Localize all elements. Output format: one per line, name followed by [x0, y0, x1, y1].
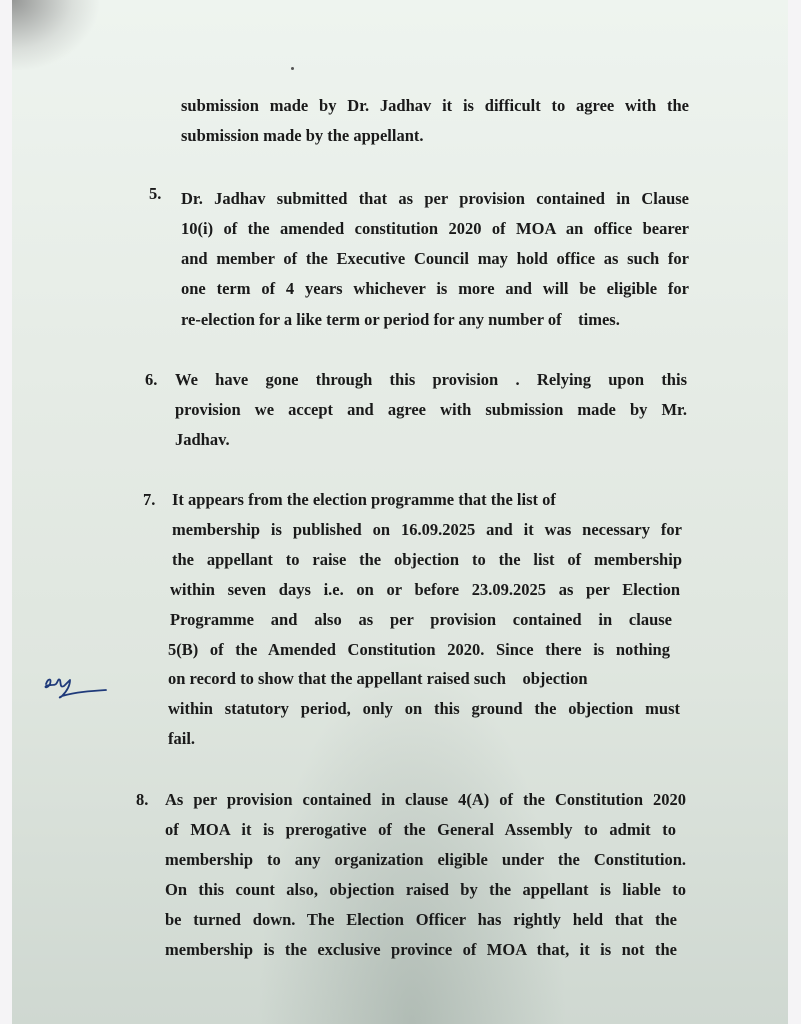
paragraph-7-line-4: within seven days i.e. on or before 23.09.2025 as per Election: [170, 580, 680, 599]
document-body: [12, 0, 788, 1024]
handwritten-initials-icon: [36, 672, 116, 708]
paragraph-7-line-7: on record to show that the appellant raised such objection: [168, 669, 588, 688]
paragraph-6-line-3: Jadhav.: [175, 430, 230, 449]
paragraph-6-line-1: We have gone through this provision . Relying upon this: [175, 370, 687, 389]
paragraph-7-line-6: 5(B) of the Amended Constitution 2020. Since there is nothing: [168, 640, 670, 659]
paragraph-7-line-1: It appears from the election programme that the list of: [172, 490, 556, 509]
paragraph-5-line-3: and member of the Executive Council may hold office as such for: [181, 249, 689, 268]
continuation-line-1: submission made by Dr. Jadhav it is difficult to agree with the: [181, 96, 689, 115]
continuation-line-2: submission made by the appellant.: [181, 126, 424, 145]
paragraph-7-line-3: the appellant to raise the objection to the list of membership: [172, 550, 682, 569]
paragraph-5-line-2: 10(i) of the amended constitution 2020 of MOA an office bearer: [181, 219, 689, 238]
paragraph-7-line-9: fail.: [168, 729, 196, 748]
paragraph-5-number: 5.: [149, 184, 162, 203]
paragraph-8-line-4: On this count also, objection raised by the appellant is liable to: [165, 880, 686, 899]
paragraph-8-number: 8.: [136, 790, 149, 809]
paragraph-8-line-1: As per provision contained in clause 4(A) of the Constitution 2020: [165, 790, 686, 809]
paragraph-6-line-2: provision we accept and agree with submission made by Mr.: [175, 400, 687, 419]
paragraph-5-line-1: Dr. Jadhav submitted that as per provision contained in Clause: [181, 189, 689, 208]
paragraph-8-line-2: of MOA it is prerogative of the General Assembly to admit to: [165, 820, 676, 839]
paragraph-5-line-5: re-election for a like term or period for any number of times.: [181, 310, 620, 329]
paragraph-7-number: 7.: [143, 490, 156, 509]
document-page: [12, 0, 788, 1024]
paragraph-8-line-3: membership to any organization eligible under the Constitution.: [165, 850, 686, 869]
paragraph-7-line-5: Programme and also as per provision contained in clause: [170, 610, 672, 629]
paragraph-5-line-4: one term of 4 years whichever is more and will be eligible for: [181, 279, 689, 298]
paragraph-7-line-8: within statutory period, only on this ground the objection must: [168, 699, 680, 718]
paragraph-8-line-6: membership is the exclusive province of MOA that, it is not the: [165, 940, 677, 959]
paragraph-8-line-5: be turned down. The Election Officer has rightly held that the: [165, 910, 677, 929]
paragraph-7-line-2: membership is published on 16.09.2025 and it was necessary for: [172, 520, 682, 539]
paragraph-6-number: 6.: [145, 370, 158, 389]
